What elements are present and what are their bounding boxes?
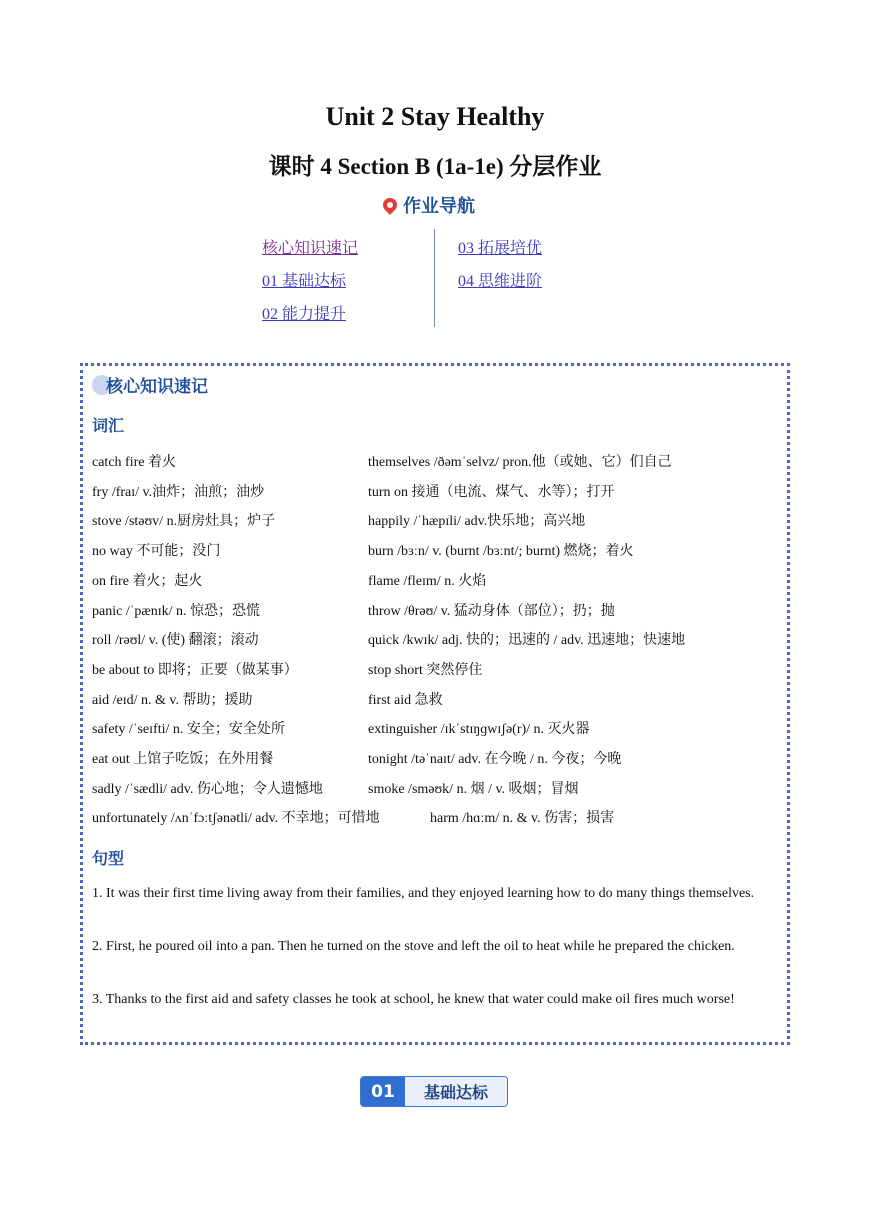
- section-badge: [360, 1076, 508, 1107]
- vocab-item: tonight /təˈnaɪt/ adv. 在今晚 / n. 今夜；今晚: [368, 752, 622, 767]
- vocab-item: first aid 急救: [368, 693, 443, 708]
- vocab-item: stove /stəʊv/ n.厨房灶具；炉子: [92, 514, 276, 529]
- vocab-item: throw /θrəʊ/ v. 猛动身体（部位）；扔；抛: [368, 604, 615, 619]
- vocab-item: stop short 突然停住: [368, 663, 483, 678]
- sentence-3: 3. Thanks to the first aid and safety classes he took at school, he knew that water could make oil fires much worse!: [92, 992, 735, 1007]
- vocab-item: sadly /ˈsædli/ adv. 伤心地；令人遗憾地: [92, 782, 323, 797]
- nav-link-core[interactable]: 核心知识速记: [262, 240, 359, 257]
- vocab-item: smoke /sməʊk/ n. 烟 / v. 吸烟；冒烟: [368, 782, 579, 797]
- nav-heading: [383, 191, 475, 219]
- sentence-1: 1. It was their first time living away from their families, and they enjoyed learning how to do many things themselves.: [92, 886, 755, 901]
- vocab-heading: 词汇: [92, 416, 125, 435]
- nav-heading-label: 作业导航: [403, 196, 475, 217]
- vocab-item: harm /hɑːm/ n. & v. 伤害；损害: [430, 811, 615, 826]
- vocab-item: turn on 接通（电流、煤气、水等）；打开: [368, 485, 615, 500]
- vocab-item: flame /fleɪm/ n. 火焰: [368, 574, 487, 589]
- vocab-item: burn /bɜːn/ v. (burnt /bɜːnt/; burnt) 燃烧；着火: [368, 544, 634, 559]
- vocab-item: be about to 即将；正要（做某事）: [92, 663, 298, 678]
- core-badge: [92, 372, 208, 397]
- page-subtitle: 课时 4 Section B (1a-1e) 分层作业: [268, 154, 602, 179]
- vocab-item: extinguisher /ɪkˈstɪŋɡwɪʃə(r)/ n. 灭火器: [368, 722, 590, 737]
- nav-link-03[interactable]: 03 拓展培优: [458, 240, 543, 257]
- vocab-item: happily /ˈhæpɪli/ adv.快乐地；高兴地: [368, 514, 586, 529]
- core-badge-label: 核心知识速记: [106, 377, 208, 397]
- sentence-heading: 句型: [92, 849, 125, 868]
- vocab-item: themselves /ðəmˈselvz/ pron.他（或她、它）们自己: [368, 455, 672, 470]
- nav-link-02[interactable]: 02 能力提升: [262, 306, 347, 323]
- page-title: Unit 2 Stay Healthy: [325, 102, 545, 131]
- nav-link-04[interactable]: 04 思维进阶: [458, 273, 543, 290]
- vocab-item: fry /fraɪ/ v.油炸；油煎；油炒: [92, 485, 265, 500]
- location-pin-icon: [380, 195, 400, 215]
- section-label: 基础达标: [405, 1077, 507, 1106]
- vocab-item: roll /rəʊl/ v. (使) 翻滚；滚动: [92, 633, 259, 648]
- vocab-item: no way 不可能；没门: [92, 544, 221, 559]
- vocab-item: eat out 上馆子吃饭；在外用餐: [92, 752, 274, 767]
- vocab-item: on fire 着火；起火: [92, 574, 203, 589]
- nav-divider: [434, 229, 435, 327]
- vocab-item: panic /ˈpænɪk/ n. 惊恐；恐慌: [92, 604, 260, 619]
- vocab-item: safety /ˈseɪfti/ n. 安全；安全处所: [92, 722, 285, 737]
- vocab-item: quick /kwɪk/ adj. 快的；迅速的 / adv. 迅速地；快速地: [368, 633, 686, 648]
- vocab-item: aid /eɪd/ n. & v. 帮助；援助: [92, 693, 253, 708]
- section-number: 01: [361, 1077, 405, 1106]
- vocab-item: unfortunately /ʌnˈfɔːtʃənətli/ adv. 不幸地；可惜地: [92, 811, 380, 826]
- sentence-2: 2. First, he poured oil into a pan. Then he turned on the stove and left the oil to heat while he prepared the chicken.: [92, 939, 735, 954]
- vocab-item: catch fire 着火: [92, 455, 176, 470]
- nav-link-01[interactable]: 01 基础达标: [262, 273, 347, 290]
